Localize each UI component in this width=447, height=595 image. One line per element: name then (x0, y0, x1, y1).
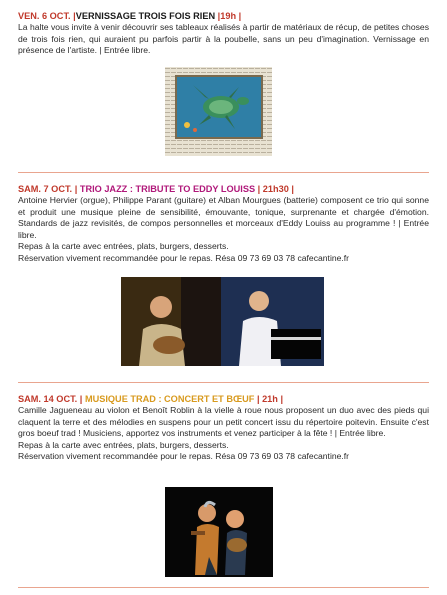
jazz-musicians-photo (121, 277, 324, 366)
event-title: MUSIQUE TRAD : CONCERT ET BŒUF (84, 394, 255, 404)
turtle-artwork-photo (165, 67, 272, 156)
event-date: SAM. 14 OCT. (18, 394, 78, 404)
event-heading (18, 10, 429, 22)
menu-line: Repas à la carte avec entrées, plats, burgers, desserts. (18, 241, 229, 252)
event-vernissage (18, 10, 429, 57)
divider (18, 587, 429, 588)
divider (18, 172, 429, 173)
event-description (18, 195, 429, 265)
event-date: SAM. 7 OCT. (18, 184, 73, 194)
separator: | (79, 394, 83, 404)
event-time: | 21h | (256, 394, 284, 404)
jazz-musicians-image (121, 277, 324, 366)
trad-duo-image (165, 487, 273, 577)
event-time: |19h | (217, 11, 242, 21)
event-jazz (18, 183, 429, 265)
event-title: VERNISSAGE TROIS FOIS RIEN (75, 11, 216, 21)
event-description (18, 405, 429, 463)
description-paragraph: La halte vous invite à venir découvrir ses tableaux réalisés à partir de matériaux de récup, de petites choses de trois fois rien, qui auraient pu parfois partir à la poubelle, sans un peu d'imagination. Vernissage en présence de l'artiste. | Entrée libre. (18, 22, 429, 56)
event-trad (18, 393, 429, 463)
divider (18, 382, 429, 383)
reservation-line: Réservation vivement recommandée pour le repas. Résa 09 73 69 03 78 cafecantine.fr (18, 252, 350, 263)
description-paragraph: Antoine Hervier (orgue), Philippe Parant (guitare) et Alban Mourgues (batterie) composent ce trio qui sonne et produit une musique pleine de sensibilité, émouvante, tonique, surprenante et chargée d'émotion. Standards de jazz revisités, de compos personnelles et morceaux d'Eddy Louiss au programme ! | Entrée libre. (18, 195, 429, 240)
trad-duo-photo (165, 487, 273, 577)
menu-line: Repas à la carte avec entrées, plats, burgers, desserts. (18, 439, 229, 450)
separator: | (73, 11, 76, 21)
turtle-artwork-image (165, 67, 272, 156)
event-date: VEN. 6 OCT. (18, 11, 71, 21)
reservation-line: Réservation vivement recommandée pour le repas. Résa 09 73 69 03 78 cafecantine.fr (18, 451, 350, 462)
separator: | (74, 184, 78, 194)
event-description (18, 22, 429, 57)
description-paragraph: Camille Jagueneau au violon et Benoît Roblin à la vielle à roue nous proposent un duo avec des pieds qui claquent la terre et des mélodies en suspens pour un petit concert issu du répertoire poitevin. Ensuite c'est gros boeuf trad ! Musiciens, apportez vos instruments et venez participer à la fête ! | Entrée libre. (18, 405, 429, 439)
event-heading (18, 183, 429, 195)
event-title: TRIO JAZZ : TRIBUTE TO EDDY LOUISS (79, 184, 256, 194)
event-heading (18, 393, 429, 405)
event-time: | 21h30 | (257, 184, 294, 194)
